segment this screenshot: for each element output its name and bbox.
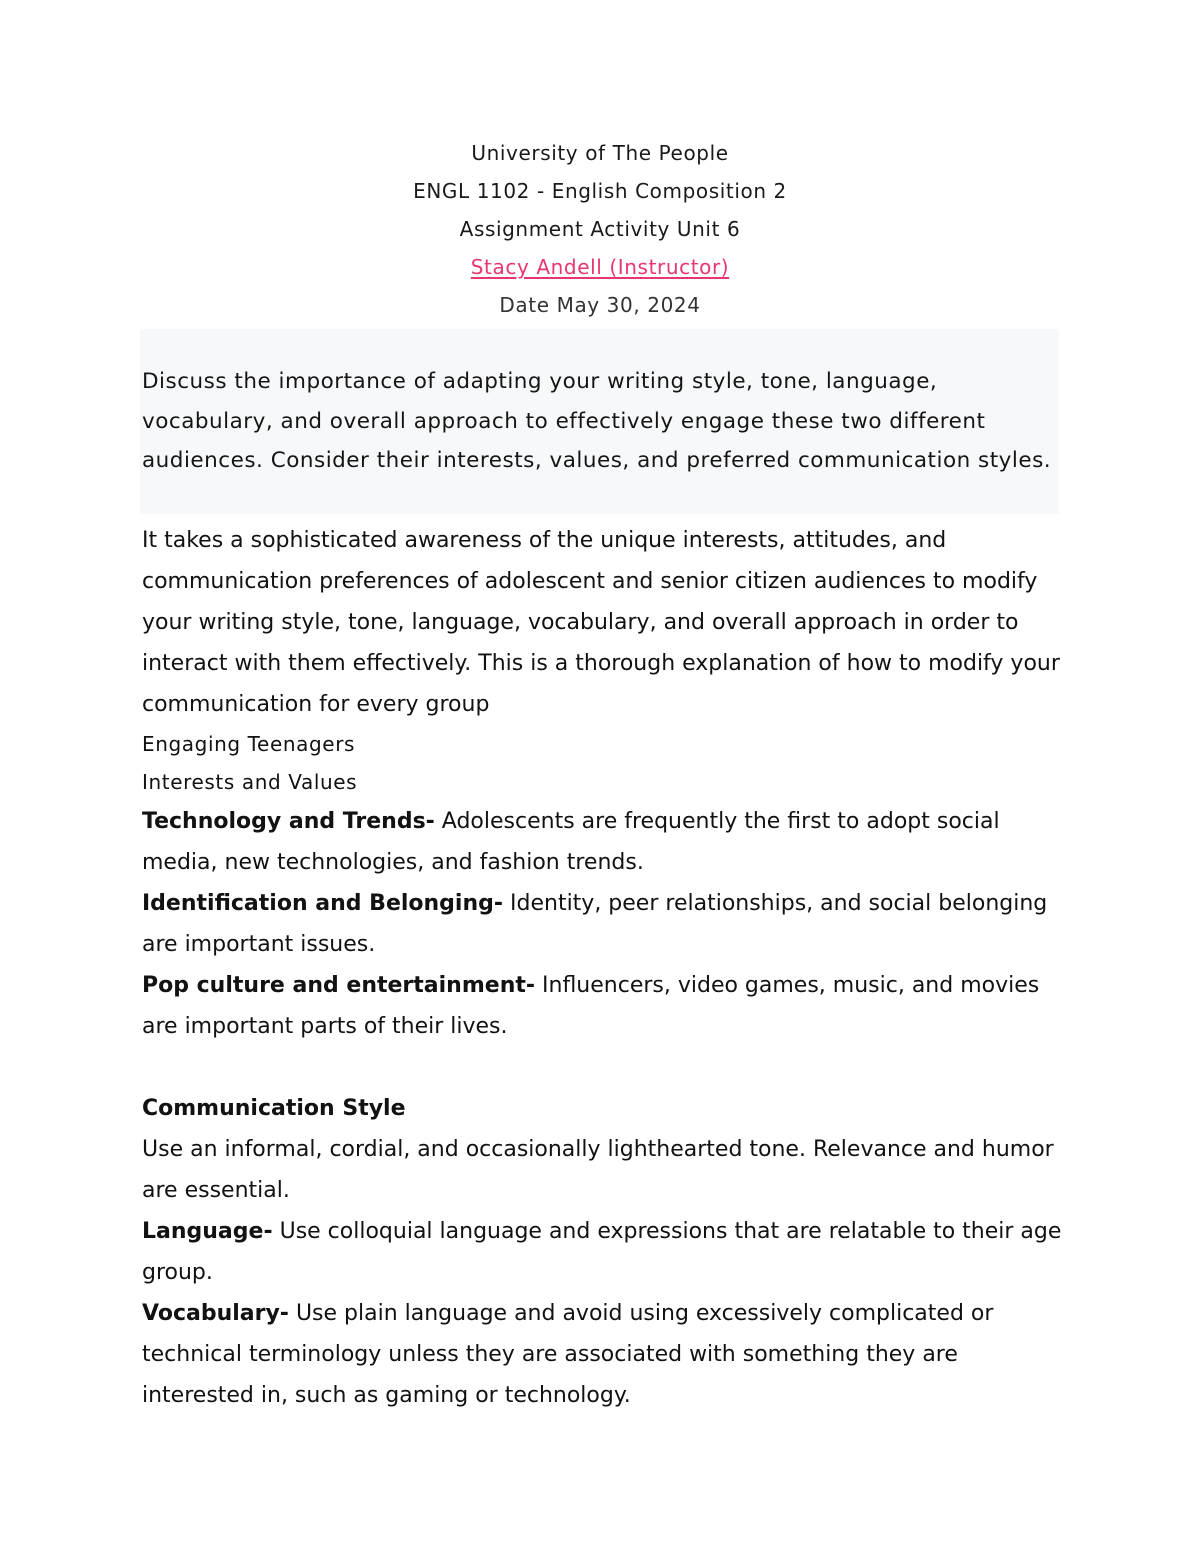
paragraph-gap (142, 1047, 1072, 1088)
interest-text: Adolescents are frequently the first to adopt social media, new technologies, and fashion trends. (142, 809, 1000, 875)
university-name: University of The People (471, 141, 729, 165)
interest-item (142, 883, 1072, 965)
interest-item (142, 801, 1072, 883)
communication-item-text: Use colloquial language and expressions that are relatable to their age group. (142, 1219, 1062, 1285)
communication-text: Use an informal, cordial, and occasionally lighthearted tone. Relevance and humor are essential. (142, 1137, 1054, 1203)
course-title: ENGL 1102 - English Composition 2 (413, 179, 787, 203)
communication-term: Language- (142, 1219, 273, 1244)
interest-text: Identity, peer relationships, and social belonging are important issues. (142, 891, 1048, 957)
document-header (0, 138, 1200, 328)
communication-heading (142, 1088, 1072, 1129)
interest-term: Identification and Belonging- (142, 891, 504, 916)
communication-term: Vocabulary- (142, 1301, 289, 1326)
instructor-link[interactable]: Stacy Andell (Instructor) (470, 255, 730, 279)
assignment-title: Assignment Activity Unit 6 (459, 217, 741, 241)
interest-term: Technology and Trends- (142, 809, 435, 834)
interest-term: Pop culture and entertainment- (142, 973, 536, 998)
communication-item (142, 1293, 1072, 1416)
intro-paragraph: It takes a sophisticated awareness of the unique interests, attitudes, and communication preferences of adolescent and senior citizen audiences to modify your writing style, tone, language, vocabulary, and overall approach in order to interact with them effectively. This is a thorough explanation of how to modify your communication for every group (142, 528, 1060, 717)
communication-heading-text: Communication Style (142, 1096, 406, 1121)
assignment-prompt: Discuss the importance of adapting your writing style, tone, language, vocabulary, and overall approach to effectively engage these two different audiences. Consider their interests, values, and preferred communication styles. (142, 369, 1052, 473)
communication-item-text: Use plain language and avoid using excessively complicated or technical terminology unless they are associated with something they are interested in, such as gaming or technology. (142, 1301, 994, 1408)
section-heading: Engaging Teenagers (142, 732, 356, 756)
essay-body (142, 520, 1072, 1416)
communication-item (142, 1211, 1072, 1293)
interest-item (142, 965, 1072, 1047)
interest-text: Influencers, video games, music, and movies are important parts of their lives. (142, 973, 1040, 1039)
subheading: Interests and Values (142, 770, 358, 794)
submission-date: Date May 30, 2024 (499, 293, 701, 317)
